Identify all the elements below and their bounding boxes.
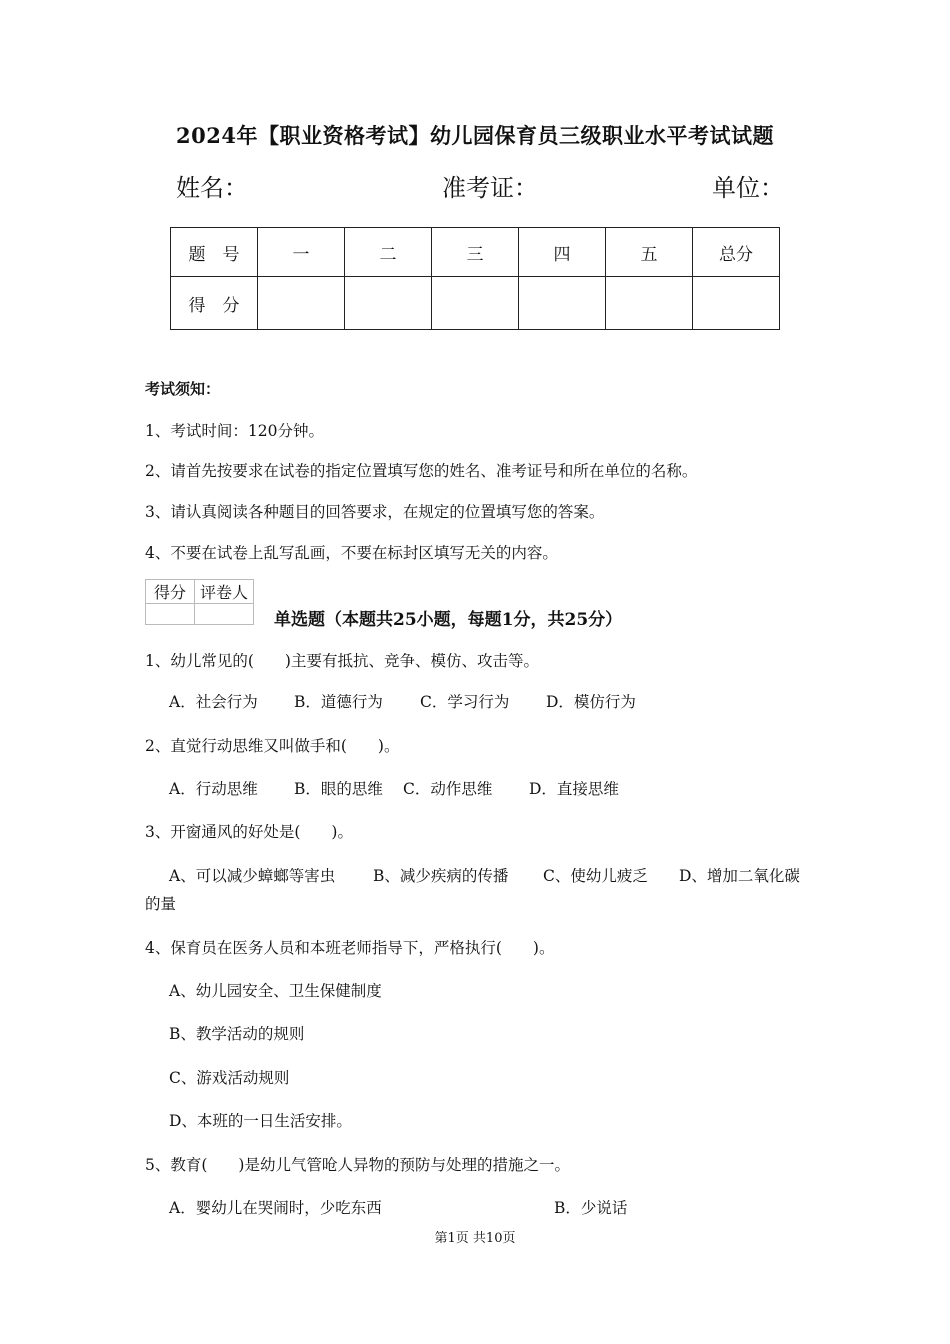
grader-box (145, 579, 254, 625)
option-wrap: 的量 (145, 895, 177, 913)
option: C．学习行为 (420, 693, 510, 711)
grader-score-label: 得分 (146, 580, 195, 604)
score-cell (693, 277, 780, 330)
score-cell (432, 277, 519, 330)
score-header-cell: 一 (258, 228, 345, 277)
question-stem: 5、教育( )是幼儿气管呛人异物的预防与处理的措施之一。 (145, 1156, 570, 1174)
score-cell (606, 277, 693, 330)
option: B、减少疾病的传播 (373, 867, 509, 885)
option: A．婴幼儿在哭闹时，少吃东西 (169, 1199, 382, 1217)
option: B、教学活动的规则 (169, 1025, 305, 1043)
score-header-cell: 总分 (693, 228, 780, 277)
grader-reviewer-label: 评卷人 (195, 580, 254, 604)
option: C、游戏活动规则 (169, 1069, 290, 1087)
name-field-label: 姓名： (176, 174, 248, 202)
question-stem: 2、直觉行动思维又叫做手和( )。 (145, 737, 400, 755)
score-cell (258, 277, 345, 330)
grader-reviewer-cell (195, 604, 254, 625)
score-table-header-row (171, 228, 780, 277)
question-stem: 1、幼儿常见的( )主要有抵抗、竞争、模仿、攻击等。 (145, 652, 539, 670)
score-header-cell: 四 (519, 228, 606, 277)
score-cell (345, 277, 432, 330)
question-stem: 3、开窗通风的好处是( )。 (145, 823, 353, 841)
score-header-cell: 二 (345, 228, 432, 277)
option: A．行动思维 (169, 780, 258, 798)
score-row-label: 得 分 (171, 277, 258, 330)
notice-item: 1、考试时间：120分钟。 (145, 422, 324, 440)
score-header-cell: 三 (432, 228, 519, 277)
option: B．少说话 (554, 1199, 628, 1217)
unit-field-label: 单位： (712, 174, 784, 202)
option: B．道德行为 (294, 693, 383, 711)
page-footer: 第1页 共10页 (434, 1231, 516, 1246)
notice-item: 3、请认真阅读各种题目的回答要求，在规定的位置填写您的答案。 (145, 503, 605, 521)
option: C、使幼儿疲乏 (543, 867, 648, 885)
ticket-field-label: 准考证： (442, 174, 538, 202)
notice-item: 2、请首先按要求在试卷的指定位置填写您的姓名、准考证号和所在单位的名称。 (145, 462, 698, 480)
page-title: 2024年【职业资格考试】幼儿园保育员三级职业水平考试试题 (176, 123, 774, 148)
option: D、增加二氧化碳 (679, 867, 800, 885)
section-title: 单选题（本题共25小题，每题1分，共25分） (274, 610, 623, 630)
notice-title: 考试须知： (145, 380, 221, 398)
option: C．动作思维 (403, 780, 493, 798)
notice-item: 4、不要在试卷上乱写乱画，不要在标封区填写无关的内容。 (145, 544, 558, 562)
question-stem: 4、保育员在医务人员和本班老师指导下，严格执行( )。 (145, 939, 555, 957)
grader-score-cell (146, 604, 195, 625)
score-cell (519, 277, 606, 330)
score-table-score-row (171, 277, 780, 330)
option: D．直接思维 (529, 780, 619, 798)
score-header-cell: 题 号 (171, 228, 258, 277)
option: A、幼儿园安全、卫生保健制度 (169, 982, 382, 1000)
option: B．眼的思维 (294, 780, 383, 798)
option: A．社会行为 (169, 693, 258, 711)
option: D．模仿行为 (546, 693, 636, 711)
option: A、可以减少蟑螂等害虫 (169, 867, 336, 885)
option: D、本班的一日生活安排。 (169, 1112, 352, 1130)
score-table (170, 227, 780, 330)
score-header-cell: 五 (606, 228, 693, 277)
